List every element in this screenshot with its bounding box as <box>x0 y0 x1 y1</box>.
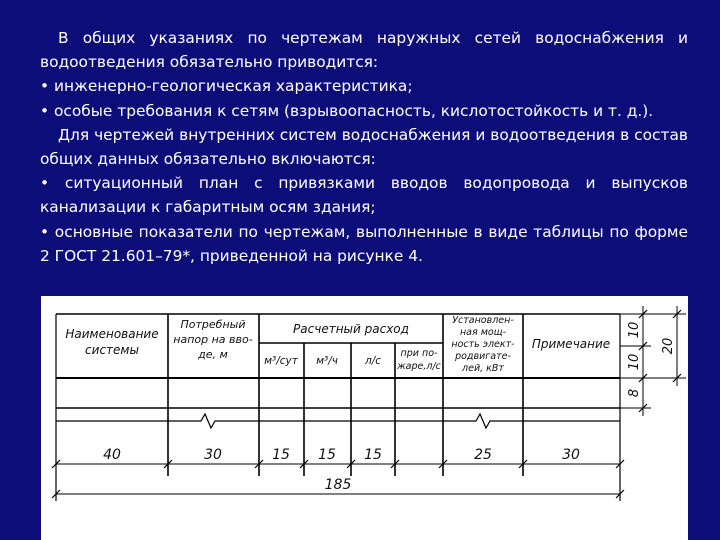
bullet-main-indicators: • основные показатели по чертежам, выполненные в виде таблицы по форме 2 ГОСТ 21.601–79*, приведенной на рисунке 4. <box>40 222 688 265</box>
header-power-line4: родвигате- <box>455 351 511 362</box>
header-power-line3: ность элект- <box>451 339 515 350</box>
header-flow-hour: м³/ч <box>316 355 338 367</box>
row-height-label-3: 8 <box>627 388 642 398</box>
header-head-line2: напор на вво- <box>173 333 253 346</box>
header-name-line2: системы <box>85 343 139 357</box>
header-flow-fire-line2: жаре,л/с <box>397 361 441 372</box>
width-label-name: 40 <box>103 447 121 463</box>
width-label-flow-day: 15 <box>272 447 290 463</box>
total-width-label: 185 <box>324 477 352 493</box>
width-label-flow-sec: 15 <box>364 447 382 463</box>
header-power-line5: лей, кВт <box>462 363 504 374</box>
header-power-line1: Установлен- <box>452 315 514 326</box>
header-flow-fire-line1: при по- <box>400 348 438 359</box>
bullet-site-plan: • ситуационный план с привязками вводов водопровода и выпусков канализации к габаритным осям здания; <box>40 174 688 217</box>
header-head-line3: де, м <box>198 348 228 361</box>
header-flow-title: Расчетный расход <box>293 322 409 336</box>
header-height-label: 20 <box>661 337 676 355</box>
header-name-line1: Наименование <box>65 327 159 341</box>
header-head-line1: Потребный <box>180 318 246 331</box>
width-label-flow-hour: 15 <box>318 447 336 463</box>
header-power-line2: ная мощ- <box>459 327 507 338</box>
header-flow-sec: л/с <box>364 355 382 367</box>
paragraph-indoor-intro: Для чертежей внутренних систем водоснабжения и водоотведения в состав общих данных обязательно включаются: <box>40 125 688 169</box>
table-form-drawing <box>41 296 688 540</box>
header-note: Примечание <box>531 337 611 351</box>
width-label-note: 30 <box>562 447 580 463</box>
row-height-label-1: 10 <box>627 321 642 339</box>
width-label-power: 25 <box>474 447 492 463</box>
body-text <box>40 26 688 268</box>
table-form-figure <box>41 296 688 540</box>
width-label-head: 30 <box>204 447 222 463</box>
bullet-special-requirements: • особые требования к сетям (взрывоопасность, кислотостойкость и т. д.). <box>40 101 654 120</box>
break-line <box>56 414 620 428</box>
row-height-label-2: 10 <box>627 353 642 371</box>
header-flow-day: м³/сут <box>264 355 298 367</box>
bullet-geology: • инженерно-геологическая характеристика; <box>40 77 413 96</box>
paragraph-outdoor-intro: В общих указаниях по чертежам наружных сетей водоснабжения и водоотведения обязательно приводится: <box>40 29 688 72</box>
